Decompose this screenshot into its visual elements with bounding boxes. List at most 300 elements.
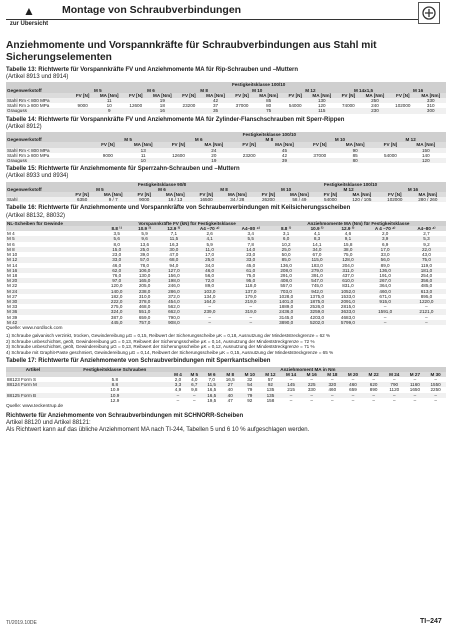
table-cell: 135 [260, 393, 281, 398]
table-cell: 225 [301, 382, 322, 387]
table-cell: 43,0 [421, 252, 431, 258]
table-cell: 13 [123, 148, 163, 153]
header-cell: M 14 [281, 372, 302, 377]
table-cell: – [249, 304, 253, 310]
table-cell: – [384, 393, 405, 398]
table-cell: – [425, 304, 428, 310]
header-cell: A4 –70 ⁴⁾ [189, 226, 231, 231]
table-cell: 56,0 [363, 257, 407, 262]
header-cell: M 12 [375, 137, 446, 142]
header-cell: MA [Nm] [194, 142, 234, 147]
table-cell: M 33 [7, 304, 18, 310]
table-cell: 311,0 [332, 268, 363, 273]
table-cell: 16,5 [202, 393, 221, 398]
table-cell: 23200 [182, 103, 196, 109]
table-cell: 25,0 [130, 247, 159, 252]
table-cell: 238,0 [130, 289, 159, 294]
table-cell: 12.9 [110, 397, 120, 403]
table-cell: 9000 [131, 197, 158, 202]
table-cell: – [425, 314, 428, 320]
footer-code: TI/2019.10DE [6, 620, 37, 626]
table-cell: 745,0 [311, 283, 323, 289]
footnote: 2) Schraube unbeschichtet, geölt, Gewindereibung µG = 0,13, Reibwert der Sicherungsscheibe µK = 0,14, Ausnutzung der Mindeststreckgrenze = 72 % [6, 338, 315, 344]
table-cell: 46,0 [189, 268, 231, 273]
table-cell: 19 [194, 158, 234, 163]
header-cell: M 16 [301, 372, 322, 377]
table-cell: 6,9 [381, 241, 389, 247]
table-cell: 46,0 [112, 262, 122, 268]
table-cell: 757,0 [130, 320, 159, 325]
header-cell: M 6 [163, 137, 234, 142]
table-cell: 4,0 [191, 376, 198, 382]
table-cell: 79 [247, 387, 253, 393]
table-cell: 45 [264, 148, 304, 153]
table-cell: 12600 [129, 103, 143, 109]
table-cell: 89,0 [205, 283, 215, 289]
table-row [6, 158, 446, 163]
table-cell: 136,0 [280, 262, 292, 268]
table-cell: 38,0 [332, 247, 363, 252]
table-cell: 78,0 [140, 262, 150, 268]
table-cell: 2,0 [381, 231, 389, 237]
table-cell: 204,0 [342, 262, 354, 268]
table-cell: 11,5 [202, 382, 221, 387]
header-cell: MA [Nm] [158, 192, 193, 197]
table-cell: 92 [247, 397, 253, 403]
table-cell: 2,6 [206, 231, 213, 237]
table-cell: 115,0 [302, 257, 333, 262]
table-cell: 97,0 [103, 278, 130, 283]
header-cell: M 6 [131, 187, 193, 192]
table-cell: 942,0 [302, 289, 333, 294]
table-cell: 119,0 [420, 262, 433, 268]
header-cell: FV [N] [317, 192, 344, 197]
table-cell: 130,0 [138, 272, 151, 278]
table-cell: 150 [406, 148, 446, 153]
header-cell: MA [Nm] [123, 142, 163, 147]
table-cell: – [363, 320, 407, 325]
header-cell: Vorspannkräfte FV (kN) für Festigkeitsklasse [103, 221, 270, 226]
table-cell [178, 108, 201, 113]
header-cell: FV [N] [234, 142, 264, 147]
table-cell: 39 [264, 158, 304, 163]
table-cell: 2250 [430, 387, 441, 393]
header-cell: NL-Scheiben für Gewinde [6, 221, 103, 226]
header-cell: A 4 –70 ⁴⁾ [363, 226, 407, 231]
header-cell: M 6 [202, 372, 221, 377]
table-cell: 620 [363, 382, 384, 387]
table-cell: 8,0 [113, 241, 120, 247]
table-cell: 378,0 [130, 299, 159, 304]
header-cell: FV [N] [231, 93, 254, 98]
table-cell: – [301, 393, 322, 398]
table-cell: 3,5 [113, 231, 120, 237]
table-cell: Stahl Rm < 800 MPa [6, 98, 71, 103]
header-cell: FV [N] [390, 93, 415, 98]
table-cell: 33,0 [380, 252, 390, 258]
table-cell: Stahl Rm ≥ 800 MPa [7, 152, 50, 158]
header-cell: 10.9 ²⁾ [302, 226, 333, 231]
header-cell: MA [Nm] [95, 192, 130, 197]
table-cell: – [186, 393, 202, 398]
table-cell: 280 / 260 [410, 197, 446, 202]
table-cell: 10.9 [60, 393, 170, 398]
arrow-up-icon: ▲ [23, 4, 35, 18]
table-cell: 5.8 [111, 376, 119, 382]
table-cell: 3890,0 [271, 320, 302, 325]
table-cell: – [193, 397, 196, 403]
table-cell: 22,0 [407, 247, 446, 252]
table-cell [231, 108, 254, 113]
table-cell: 183,0 [311, 262, 323, 268]
table-cell: 5,6 [103, 236, 130, 241]
table-cell: 30,0 [159, 247, 188, 252]
table-cell: 9,1 [332, 236, 363, 241]
table17-title: Tabelle 17: Richtwerte für Anziehmomente von Schraubverbindungen mit Sperrkantscheiben [6, 358, 271, 365]
table-cell: 54 [239, 382, 260, 387]
table-cell: 85,0 [271, 257, 302, 262]
table17 [6, 367, 446, 403]
table-cell: 191,0 [379, 272, 391, 278]
table-cell: 790,0 [168, 314, 180, 320]
table-cell: M 18 [7, 272, 18, 278]
table-cell: 158 [266, 397, 275, 403]
table-cell: 356,0 [407, 278, 446, 283]
table-cell: 79 [239, 393, 260, 398]
table-cell: 790 [384, 382, 405, 387]
table-cell: 254,0 [420, 272, 433, 278]
header-cell: M 12 [317, 187, 380, 192]
header-cell: 12.9 ³⁾ [332, 226, 363, 231]
table-cell: 13,6 [140, 241, 150, 247]
table-cell: M 36 [6, 309, 103, 314]
table16-title: Tabelle 16: Richtwerte für Anziehmomente und Vorspannkräfte von Schraubenverbindungen mit Keilsicherungsscheiben [6, 205, 351, 212]
table-cell: 95,0 [231, 278, 271, 283]
table-cell: 662,0 [159, 309, 188, 314]
table-cell: 17,0 [363, 247, 407, 252]
table-cell: 7,0 [208, 376, 215, 382]
table-cell: 3,1 [282, 231, 290, 237]
table-cell: 208,0 [271, 268, 302, 273]
table-cell: 23200 [242, 152, 256, 158]
table-cell: – [434, 376, 437, 382]
table-cell [375, 158, 405, 163]
table-cell: 1889,0 [279, 304, 294, 310]
table-cell: 137,0 [231, 289, 271, 294]
table-cell: 25,0 [271, 247, 302, 252]
table-cell: – [176, 397, 180, 403]
table-cell: 324,0 [103, 309, 130, 314]
table-cell: – [372, 376, 375, 382]
table-cell: 205,0 [138, 283, 151, 289]
table-cell: 16500 [193, 197, 220, 202]
table-cell: 5202,0 [302, 320, 333, 325]
page-header-title: Montage von Schraubverbindungen [62, 4, 242, 16]
table-cell: 16 [147, 108, 177, 113]
table-cell: 16,5 [207, 387, 217, 393]
table-cell: 671,0 [379, 293, 391, 299]
table-cell: 372,0 [168, 293, 180, 299]
table-cell: 16 / 13 [158, 197, 193, 202]
table-cell: 130 [307, 98, 337, 103]
header-cell: FV [N] [93, 142, 123, 147]
table-cell: 20 [211, 152, 217, 158]
header-cell: M 12 [260, 372, 281, 377]
table-cell: 246,0 [168, 283, 180, 289]
header-cell: FV [N] [71, 93, 94, 98]
table-cell: – [322, 393, 343, 398]
header-cell: MA [Nm] [344, 192, 380, 197]
header-cell: Artikel [6, 367, 60, 372]
table-cell: M 12 [6, 257, 103, 262]
table-cell: 4,1 [189, 236, 231, 241]
table-cell: 75 [253, 108, 283, 113]
source-teckentrup: Quelle: www.teckentrup.de [6, 403, 64, 409]
header-cell: MA [Nm] [220, 192, 255, 197]
table-cell: 9,2 [423, 241, 430, 247]
header-cell: MA [Nm] [307, 93, 337, 98]
table-cell: 2436,0 [271, 309, 302, 314]
table-cell: 330 [307, 387, 316, 393]
table-cell: 3,9 [363, 236, 407, 241]
table-cell: 831,0 [342, 283, 354, 289]
table-cell: 319,0 [231, 309, 271, 314]
table-cell: M 42 [6, 320, 103, 325]
table-cell: 88124 Form M [6, 382, 60, 387]
table-cell: 1550 [425, 382, 446, 387]
table-cell: 34 / 28 [220, 197, 255, 202]
table-cell: 391,0 [311, 272, 323, 278]
table-cell: 485,0 [420, 283, 433, 289]
header-divider [6, 19, 420, 20]
table-cell: – [231, 320, 271, 325]
page-number: TI–247 [420, 618, 442, 625]
header-cell: M 16 [380, 187, 446, 192]
back-to-overview-link[interactable] [6, 2, 52, 27]
header-cell: A4–80 ⁴⁾ [407, 226, 446, 231]
table-cell: 6,0 [271, 236, 302, 241]
table-cell: 267,0 [363, 278, 407, 283]
table-cell: – [425, 393, 446, 398]
table-cell: M 27 [7, 293, 18, 299]
header-cell: M 18 [322, 372, 343, 377]
back-link-label: zur Übersicht [9, 21, 49, 27]
table-cell: 3145,0 [279, 314, 294, 320]
header-cell: FV [N] [284, 93, 307, 98]
table-cell: 40 [227, 387, 233, 393]
table-cell: 9,6 [130, 236, 159, 241]
table-cell: 182,0 [110, 293, 123, 299]
table-cell: 890 [369, 387, 378, 393]
header-cell: FV [N] [337, 93, 360, 98]
header-cell: M 10 [305, 137, 376, 142]
table-cell: 3633,0 [332, 309, 363, 314]
header-cell: FV [N] [69, 192, 96, 197]
header-cell: M 8 [178, 88, 231, 93]
table-cell: 5,3 [407, 236, 446, 241]
table16 [6, 221, 446, 325]
table-cell: 3,4 [247, 231, 254, 237]
table-cell: 47,0 [169, 252, 179, 258]
table-cell: – [392, 376, 396, 382]
table-cell: 17,0 [205, 252, 215, 258]
table13-title: Tabelle 13: Richtwerte für Vorspannkräfte FV und Anziehmomente MA für Rip-Schrauben und –Muttern [6, 67, 299, 73]
table-cell: – [310, 376, 313, 382]
table-cell: 140 [421, 152, 430, 158]
table13 [6, 82, 446, 113]
table-cell: 102000 [380, 197, 410, 202]
schnorr-title: Richtwerte für Anziehmomente von Schraubverbindungen mit SCHNORR-Scheiben [6, 412, 244, 419]
table-cell: 613,0 [407, 289, 446, 294]
table-cell: 135 [266, 387, 275, 393]
table-cell: 140,0 [103, 289, 130, 294]
table-cell: 240 [371, 103, 379, 109]
table-cell: 106,0 [130, 268, 159, 273]
footnote: 3) Schraube unbeschichtet, geölt, Gewindereibung µG = 0,13, Reibwert der Sicherungsscheibe µK = 0,12, Ausnutzung der Mindeststreckgrenze = 71 % [6, 344, 315, 350]
table-row [6, 108, 446, 113]
table-cell: M 14 [7, 262, 18, 268]
header-cell: M 30 [425, 372, 446, 377]
table-cell: 5,5 [231, 236, 271, 241]
table-cell: 408,0 [271, 278, 302, 283]
table-cell [124, 108, 147, 113]
table-cell: M 8 [6, 247, 103, 252]
table-cell: 14,0 [231, 247, 271, 252]
table-cell: 57 [267, 376, 273, 382]
table-cell: 103,0 [189, 289, 231, 294]
table-cell: 445,0 [103, 320, 130, 325]
table-cell: 165,0 [130, 278, 159, 283]
table-cell: 23,0 [112, 252, 122, 258]
table-cell: 14,1 [312, 241, 322, 247]
table-cell: 10.9 [110, 387, 120, 393]
table-cell: 7,8 [247, 241, 254, 247]
header-cell: M 24 [384, 372, 405, 377]
table-cell: – [383, 304, 387, 310]
table-cell: 11 [94, 98, 124, 103]
table-cell: 219,0 [231, 299, 271, 304]
table-cell: 387,0 [110, 314, 123, 320]
header-cell: Festigkeitsklasse 100/10 [93, 132, 446, 137]
table16-subtitle: (Artikel 88132, 88032) [6, 212, 66, 219]
table-cell: 33,0 [103, 257, 130, 262]
table-cell: 128,0 [332, 257, 363, 262]
table-cell: 8,3 [302, 236, 333, 241]
table15-subtitle: (Artikel 8933 und 8934) [6, 173, 69, 180]
header-cell: MA [Nm] [147, 93, 177, 98]
table-cell: 89,0 [380, 262, 390, 268]
table-cell: 134,0 [203, 293, 216, 299]
table-cell: 18 [159, 103, 165, 109]
table-cell: Stahl [6, 197, 69, 202]
table-cell: 3,3 [170, 382, 186, 387]
table-cell: M 30 [6, 299, 103, 304]
table-cell: 6350 [69, 197, 96, 202]
table-cell: 61,0 [231, 268, 271, 273]
table-cell: 9000 [102, 152, 113, 158]
table-cell: 1375,0 [310, 293, 325, 299]
table-cell: 85 [352, 152, 358, 158]
table-cell: 68,0 [159, 257, 188, 262]
table-cell: 610,0 [332, 278, 363, 283]
header-cell: FV [N] [193, 192, 220, 197]
header-cell: MA [Nm] [94, 93, 124, 98]
table-cell: 16,5 [225, 376, 235, 382]
table-cell: 7,1 [170, 231, 178, 237]
header-cell: Gegenwerkstoff [6, 137, 93, 142]
table-cell: 10 [123, 158, 163, 163]
table-cell: 15,0 [103, 247, 130, 252]
header-cell: MA [Nm] [416, 93, 446, 98]
table-cell: – [170, 393, 186, 398]
table-cell: 39,0 [140, 252, 150, 258]
table-cell: 557,0 [280, 283, 292, 289]
table-cell: 72,0 [189, 278, 231, 283]
header-cell: M 8 [221, 372, 240, 377]
table-cell: Stahl Rm ≥ 800 MPa [7, 103, 50, 109]
table-cell: 45,0 [246, 262, 256, 268]
table-cell: 120,0 [110, 283, 123, 289]
table-cell: 75,0 [343, 252, 353, 258]
table-cell: 659,0 [138, 314, 151, 320]
table-cell [234, 158, 264, 163]
table-cell: – [351, 376, 355, 382]
header-cell: FV [N] [375, 142, 405, 147]
table-cell: 9000 [77, 103, 88, 109]
table-cell: 80 [266, 103, 272, 109]
table-cell: 547,0 [302, 278, 333, 283]
schnorr-articles: Artikel 88120 und Artikel 88121: [6, 420, 91, 427]
table-cell: 37 [212, 103, 219, 109]
footnotes [6, 333, 446, 355]
table-cell: 37000 [235, 103, 249, 109]
table13-subtitle: (Artikel 8913 und 8914) [6, 74, 69, 81]
table-cell: 291,0 [280, 272, 292, 278]
header-cell: Anziehmoment MA in Nm [170, 367, 446, 372]
header-cell: 10.9 ²⁾ [130, 226, 159, 231]
table-cell: 23,0 [246, 252, 256, 258]
table-cell: 12600 [172, 152, 185, 158]
header-cell: M 14x1,5 [337, 88, 390, 93]
header-cell: MA [Nm] [264, 142, 304, 147]
table-cell: 90 [335, 148, 375, 153]
table-cell: 27 [221, 382, 240, 387]
header-cell: M 5 [93, 137, 164, 142]
table14-title: Tabelle 14: Richtwerte für Vorspannkräfte FV und Anziehmomente MA für Zylinder-Flanschschrauben mit Sperr-Rippen [6, 116, 345, 123]
header-cell: FV [N] [305, 142, 335, 147]
table-cell: 364,0 [379, 283, 391, 289]
table-cell: 136,0 [363, 268, 407, 273]
table-cell: – [363, 393, 384, 398]
table-cell: M 20 [6, 278, 103, 283]
table-cell: 92 [260, 382, 281, 387]
table-row [6, 398, 446, 403]
table-cell: 54000 [317, 197, 344, 202]
table-cell: 551,0 [130, 309, 159, 314]
table-cell: 37000 [313, 152, 327, 158]
header-cell: M 10 [255, 187, 317, 192]
table-cell: 908,0 [159, 320, 188, 325]
table-cell: 54000 [384, 152, 397, 158]
table-row [6, 197, 446, 202]
header-cell: M 8 [193, 187, 255, 192]
header-cell: Festigkeitsklasse 100/10 [255, 182, 446, 187]
header-cell: FV [N] [255, 192, 282, 197]
table-cell: 58 / 49 [282, 197, 317, 202]
table-cell: 35 [200, 108, 230, 113]
header-cell: Festigkeitsklasse Schrauben [60, 367, 170, 372]
table-cell: M 24 [6, 289, 103, 294]
